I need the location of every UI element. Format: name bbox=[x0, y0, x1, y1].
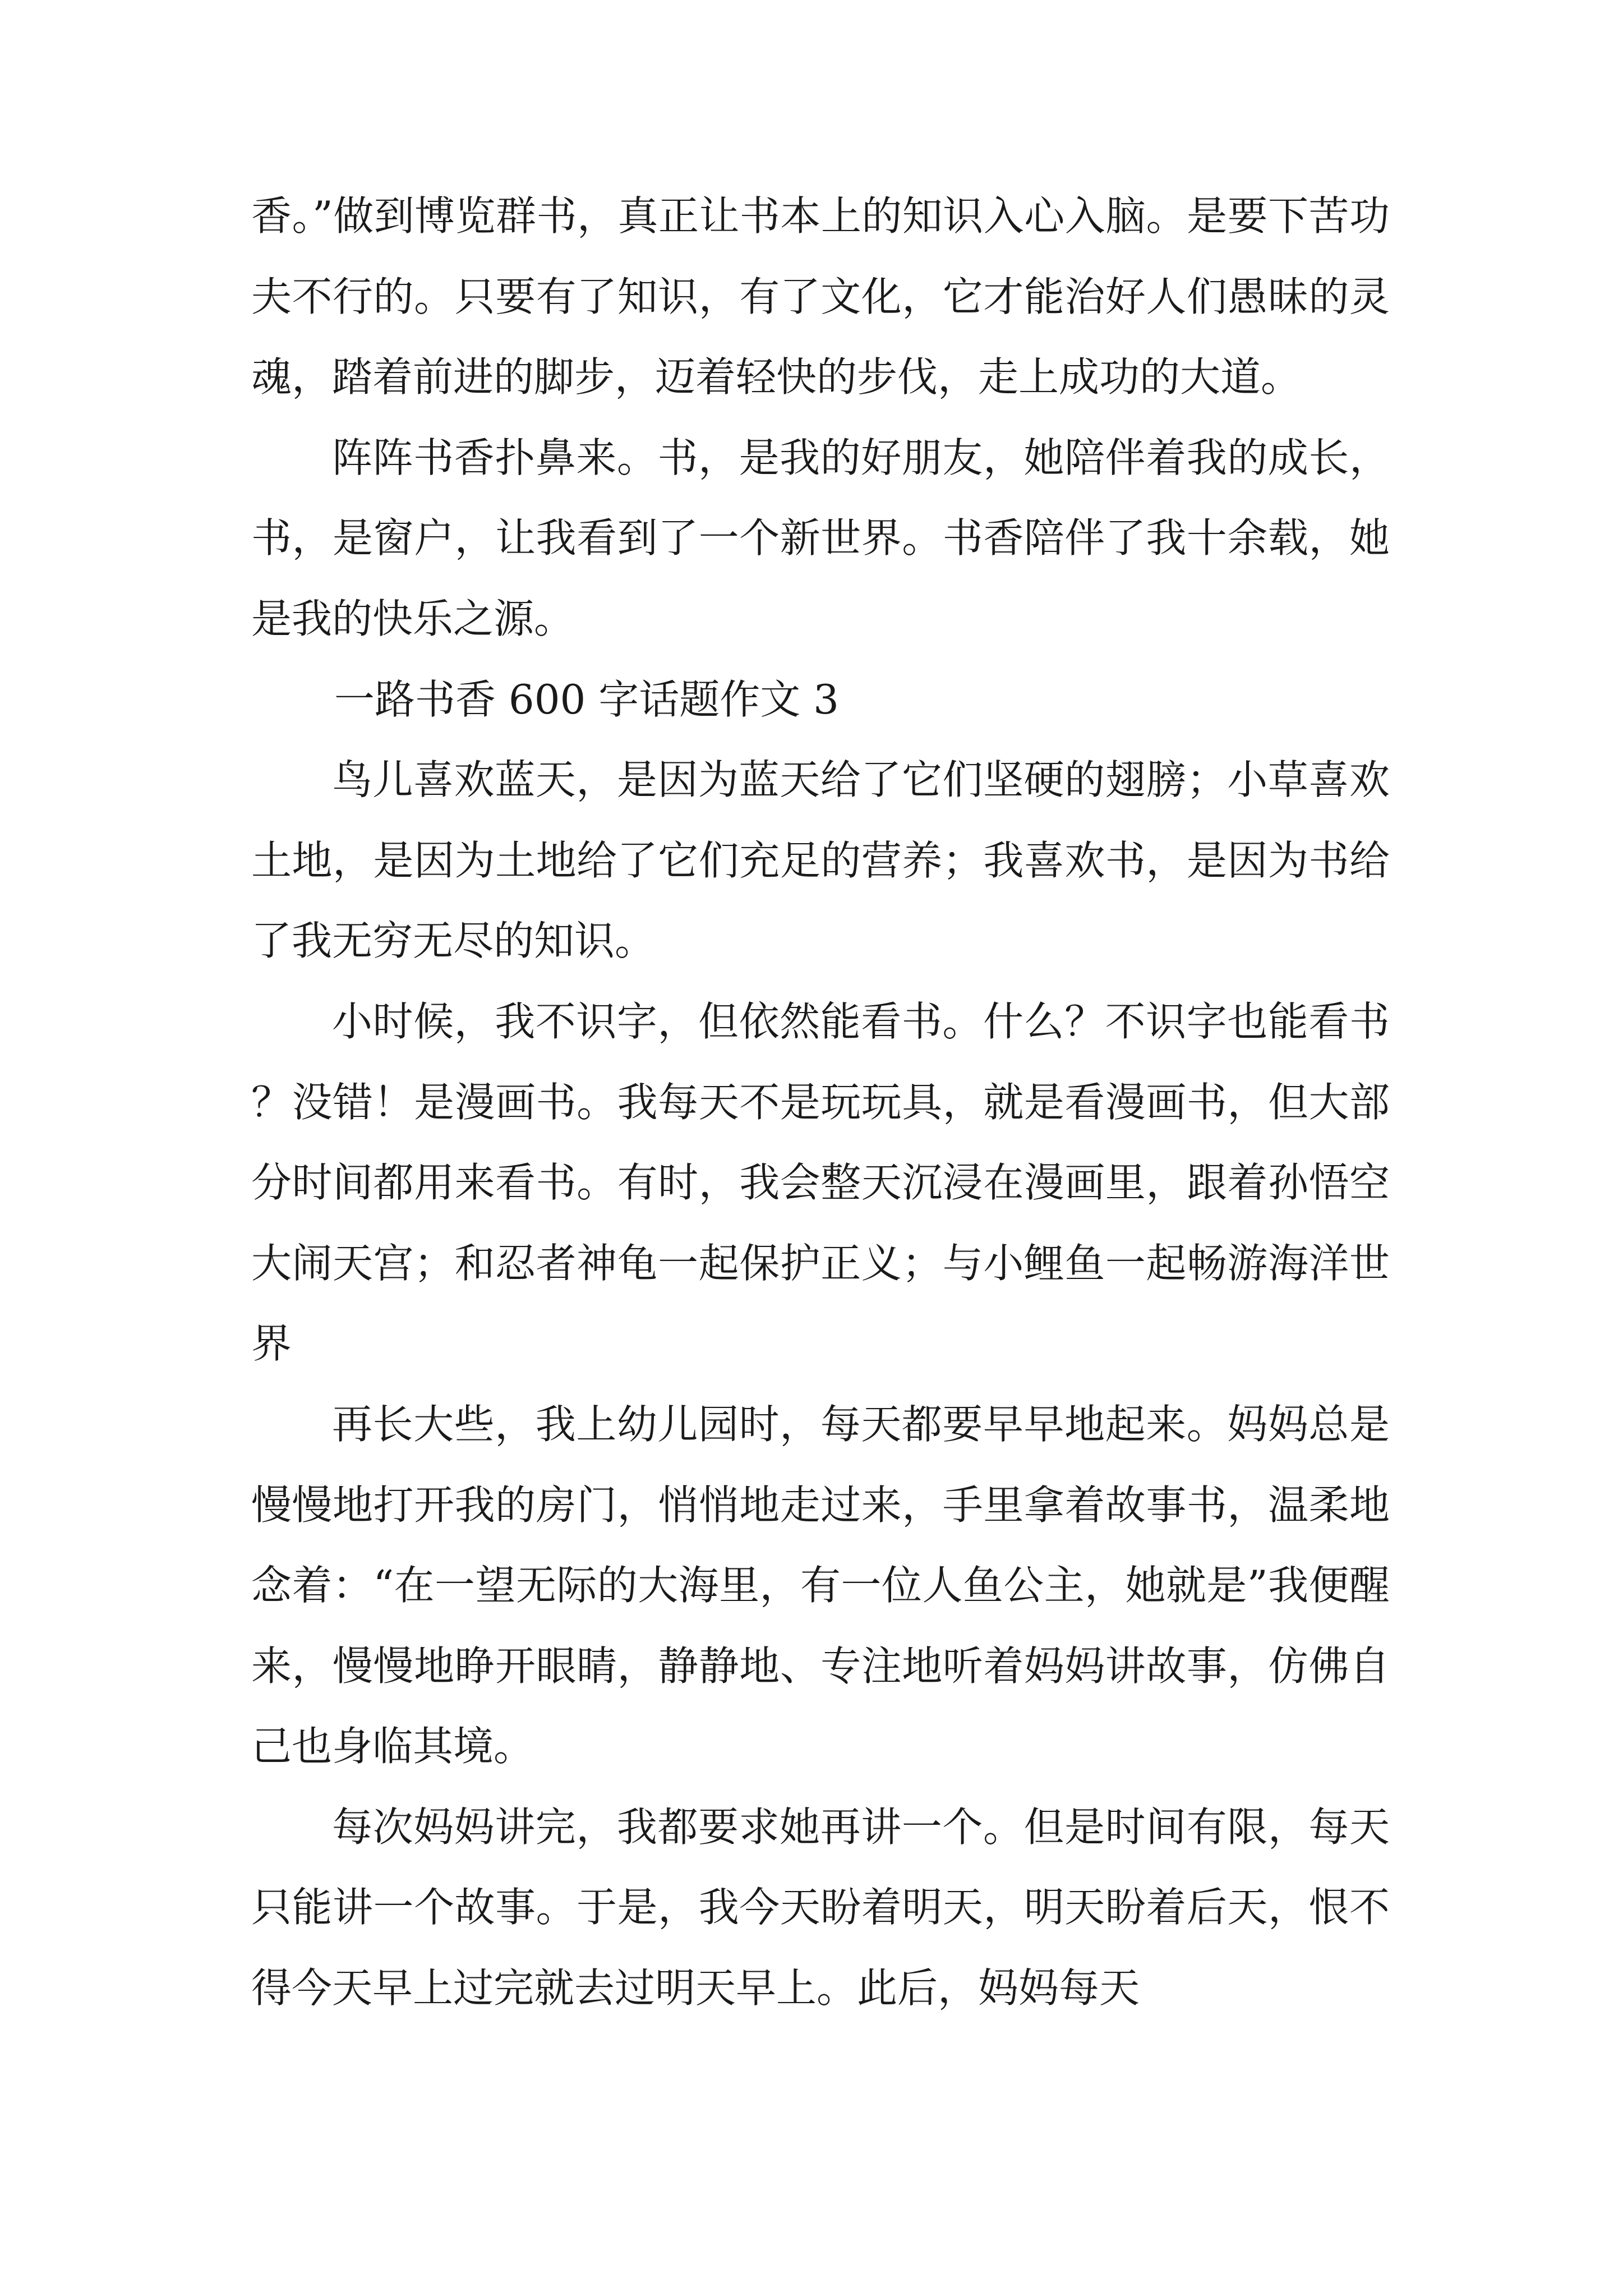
paragraph-body: 鸟儿喜欢蓝天，是因为蓝天给了它们坚硬的翅膀；小草喜欢土地，是因为土地给了它们充足的营养；我喜欢书，是因为书给了我无穷无尽的知识。 bbox=[251, 756, 1390, 965]
paragraph-body: 再长大些，我上幼儿园时，每天都要早早地起来。妈妈总是慢慢地打开我的房门，悄悄地走过来，手里拿着故事书，温柔地念着：“在一望无际的大海里，有一位人鱼公主，她就是”我便醒来，慢慢地睁开眼睛，静静地、专注地听着妈妈讲故事，仿佛自己也身临其境。 bbox=[251, 1400, 1390, 1770]
paragraph-continuation: 香。”做到博览群书，真正让书本上的知识入心入脑。是要下苦功夫不行的。只要有了知识，有了文化，它才能治好人们愚昧的灵魂，踏着前进的脚步，迈着轻快的步伐，走上成功的大道。 bbox=[251, 192, 1390, 401]
paragraph-body: 每次妈妈讲完，我都要求她再讲一个。但是时间有限，每天只能讲一个故事。于是，我今天盼着明天，明天盼着后天，恨不得今天早上过完就去过明天早上。此后，妈妈每天 bbox=[251, 1803, 1390, 2012]
section-heading: 一路书香 600 字话题作文 3 bbox=[334, 675, 839, 723]
paragraph-body: 阵阵书香扑鼻来。书，是我的好朋友，她陪伴着我的成长，书，是窗户，让我看到了一个新世界。书香陪伴了我十余载，她是我的快乐之源。 bbox=[251, 434, 1390, 642]
paragraph-body: 小时候，我不识字，但依然能看书。什么？不识字也能看书？没错！是漫画书。我每天不是玩玩具，就是看漫画书，但大部分时间都用来看书。有时，我会整天沉浸在漫画里，跟着孙悟空大闹天宫；和忍者神龟一起保护正义；与小鲤鱼一起畅游海洋世界 bbox=[251, 997, 1390, 1368]
document-body bbox=[251, 176, 1390, 2029]
